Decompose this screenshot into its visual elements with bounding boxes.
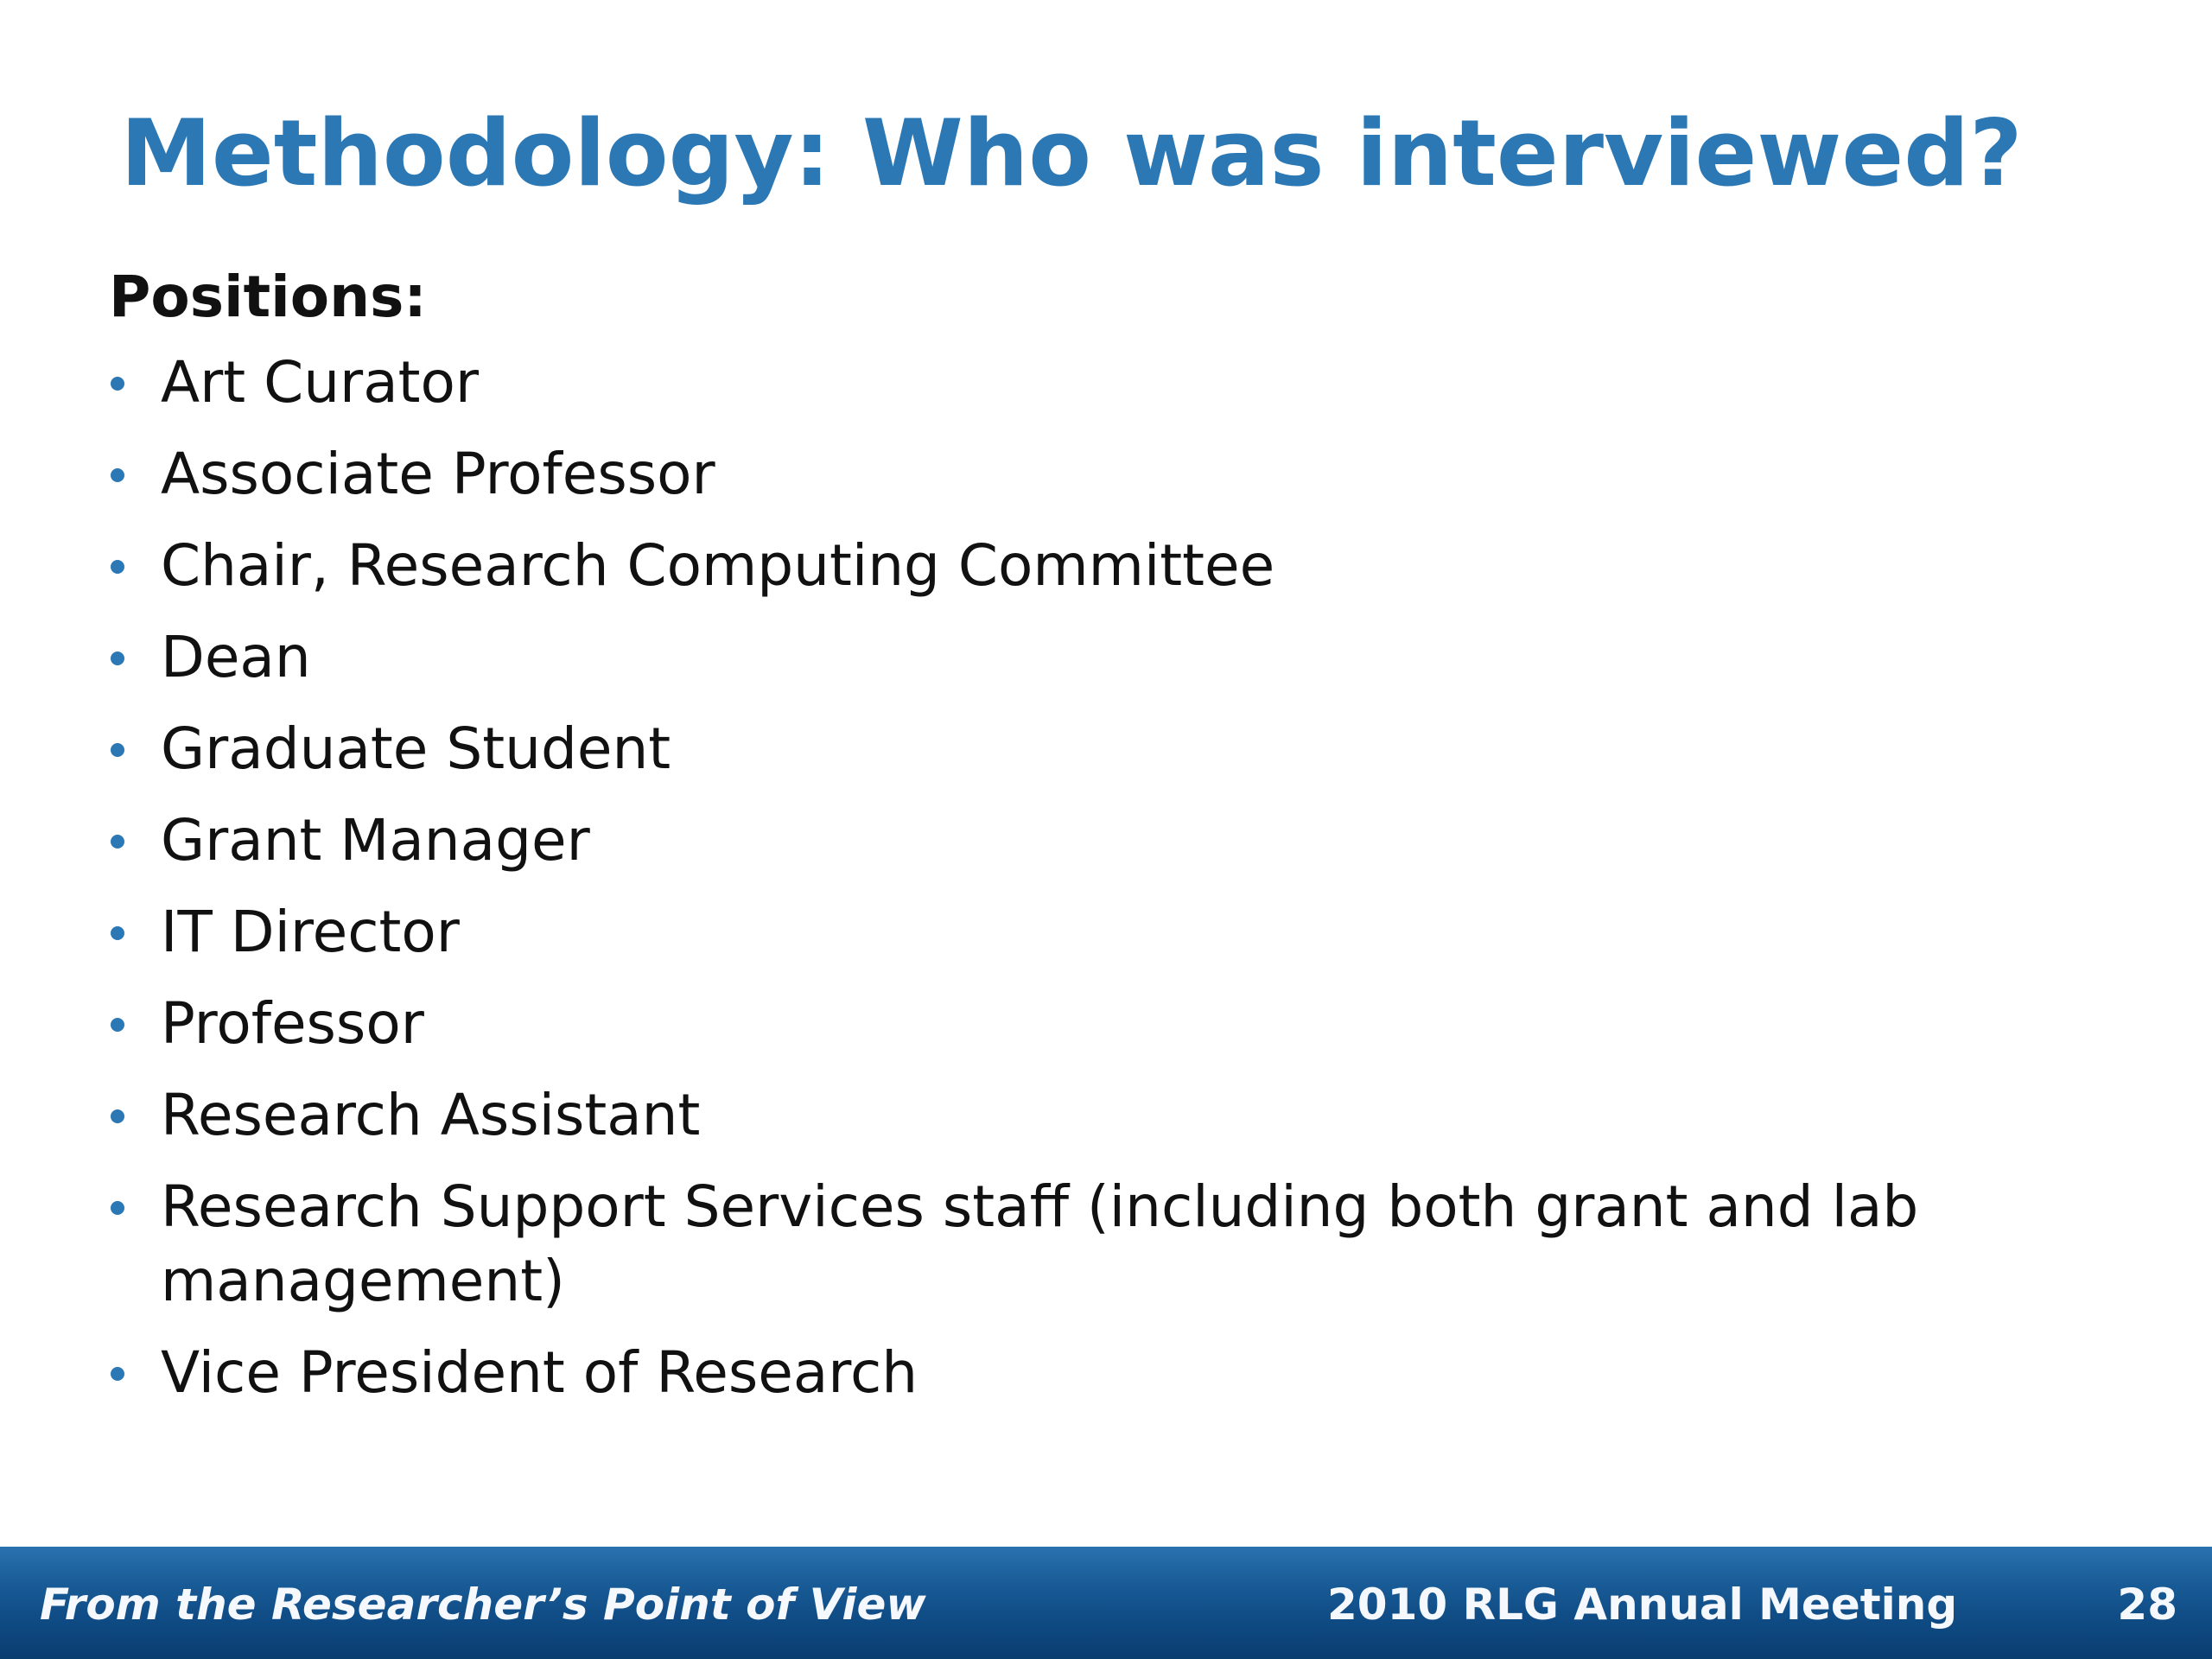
bullet-icon	[111, 1018, 124, 1032]
position-text: Chair, Research Computing Committee	[161, 532, 1275, 599]
bullet-icon	[111, 1367, 124, 1381]
list-item	[0, 346, 2108, 420]
bullet-icon	[111, 560, 124, 574]
bullet-icon	[111, 1109, 124, 1123]
list-item	[0, 804, 2108, 878]
list-item	[0, 620, 2108, 695]
position-text: Dean	[161, 624, 311, 690]
bullet-icon	[111, 926, 124, 940]
position-text: Graduate Student	[161, 715, 671, 782]
position-text: Research Assistant	[161, 1082, 701, 1148]
positions-heading: Positions:	[109, 264, 427, 330]
footer-bar	[0, 1547, 2212, 1659]
bullet-icon	[111, 652, 124, 665]
bullet-icon	[111, 743, 124, 757]
position-text: Grant Manager	[161, 807, 590, 874]
position-text: Art Curator	[161, 349, 480, 416]
positions-list	[0, 346, 2108, 1427]
list-item	[0, 1336, 2108, 1410]
list-item	[0, 1078, 2108, 1153]
bullet-icon	[111, 1201, 124, 1215]
bullet-icon	[111, 468, 124, 482]
position-text: IT Director	[161, 899, 460, 965]
page-number: 28	[2117, 1580, 2177, 1630]
list-item	[0, 987, 2108, 1061]
position-text: Research Support Services staff (including both grant and lab management)	[161, 1173, 1919, 1314]
list-item	[0, 529, 2108, 603]
list-item	[0, 895, 2108, 969]
position-text: Associate Professor	[161, 441, 715, 507]
position-text: Professor	[161, 990, 424, 1057]
footer-presentation-title: From the Researcher’s Point of View	[40, 1580, 926, 1630]
bullet-icon	[111, 835, 124, 849]
list-item	[0, 437, 2108, 512]
position-text: Vice President of Research	[161, 1339, 918, 1406]
slide-title: Methodology: Who was interviewed?	[120, 100, 2023, 207]
bullet-icon	[111, 377, 124, 391]
list-item	[0, 712, 2108, 786]
list-item	[0, 1170, 2108, 1319]
footer-event-name: 2010 RLG Annual Meeting	[1327, 1580, 1958, 1630]
